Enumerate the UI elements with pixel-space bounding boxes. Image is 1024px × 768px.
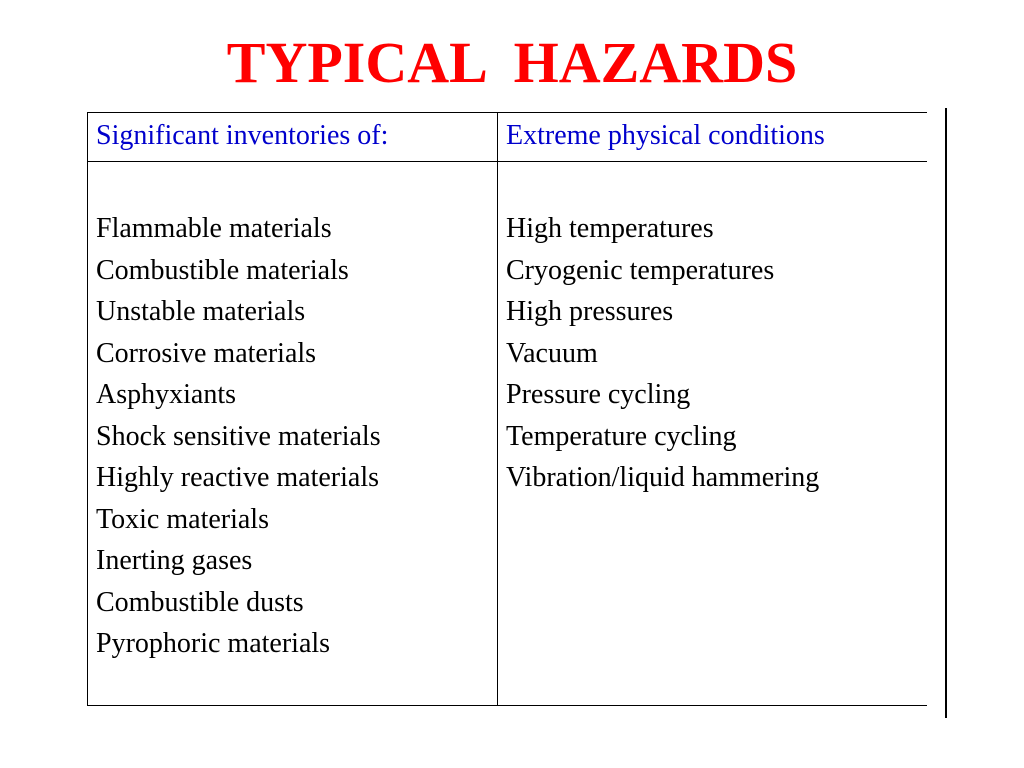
list-item: Pressure cycling [506, 379, 691, 410]
table-bottom-border [87, 705, 927, 706]
list-item: Pyrophoric materials [96, 628, 331, 659]
right-edge-line [945, 108, 947, 718]
header-divider [87, 161, 927, 162]
header-extreme-conditions: Extreme physical conditions [506, 120, 825, 151]
list-item: Vacuum [506, 337, 598, 369]
list-item: High temperatures [506, 213, 714, 244]
conditions-list [506, 208, 819, 499]
table-left-border [87, 112, 88, 706]
inventories-list [96, 208, 381, 665]
list-item: Toxic materials [96, 503, 269, 535]
list-item: Asphyxiants [96, 379, 236, 410]
table-top-border [87, 112, 927, 113]
list-item: Unstable materials [96, 296, 306, 327]
list-item: Temperature cycling [506, 420, 737, 452]
list-item: Inerting gases [96, 545, 253, 576]
list-item: High pressures [506, 296, 674, 327]
list-item: Vibration/liquid hammering [506, 462, 820, 493]
list-item: Cryogenic temperatures [506, 254, 775, 286]
list-item: Highly reactive materials [96, 462, 379, 493]
list-item: Combustible materials [96, 254, 349, 286]
header-significant-inventories: Significant inventories of: [96, 120, 389, 151]
list-item: Flammable materials [96, 213, 332, 244]
slide-title: TYPICAL HAZARDS [226, 30, 798, 95]
list-item: Shock sensitive materials [96, 420, 381, 452]
list-item: Corrosive materials [96, 337, 317, 369]
list-item: Combustible dusts [96, 586, 304, 618]
column-divider [497, 112, 498, 706]
